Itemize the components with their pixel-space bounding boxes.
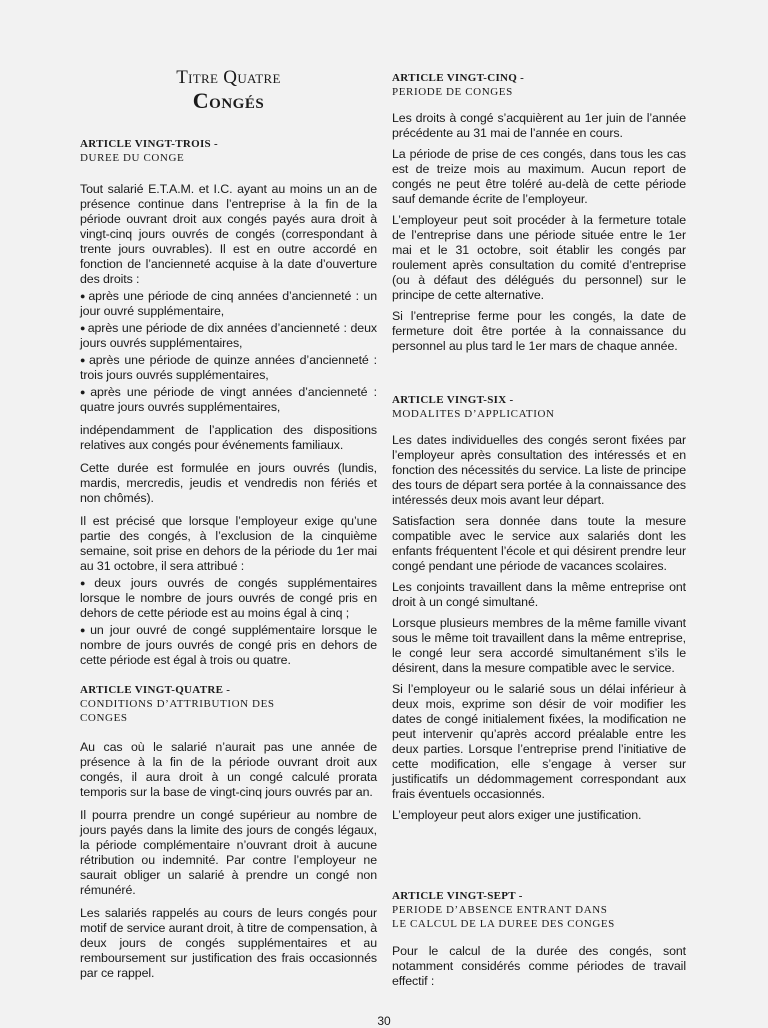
paragraph: indépendamment de l’application des dispositions relatives aux congés pour événements familiaux. xyxy=(80,423,377,452)
paragraph: Satisfaction sera donnée dans toute la mesure compatible avec le service aux salariés dont les enfants fréquentent l’école et qui désirent prendre leur congé pendant une période de vacances scolaires. xyxy=(392,514,686,573)
paragraph: Si l’entreprise ferme pour les congés, la date de fermeture doit être portée à la connaissance du personnel au plus tard le 1er mars de chaque année. xyxy=(392,309,686,353)
paragraph: Les conjoints travaillent dans la même entreprise ont droit à un congé simultané. xyxy=(392,580,686,609)
article-24-subtitle: CONDITIONS D’ATTRIBUTION DES xyxy=(80,698,275,710)
bullet-item: ● après une période de dix années d’ancienneté : deux jours ouvrés supplémentaires, xyxy=(80,321,377,350)
bullet-item: ● après une période de quinze années d’ancienneté : trois jours ouvrés supplémentaires, xyxy=(80,353,377,382)
paragraph: Pour le calcul de la durée des congés, sont notamment considérés comme périodes de travail effectif : xyxy=(392,944,686,988)
paragraph: Tout salarié E.T.A.M. et I.C. ayant au moins un an de présence continue dans l’entreprise à la fin de la période ouvrant droit aux congés payés aura droit à vingt-cinq jours ouvrés de congés (correspondant à trente jours ouvrables). Il est en outre accordé en fonction de l’ancienneté acquise à la date d’ouverture des droits : xyxy=(80,182,377,286)
article-27-heading: ARTICLE VINGT-SEPT - xyxy=(392,890,523,902)
paragraph: Les dates individuelles des congés seront fixées par l’employeur après consultation des intéressés et en fonction des nécessités du service. La liste de principe des tours de départ sera portée à la connaissance des intéressés deux mois avant leur départ. xyxy=(392,433,686,507)
page-number: 30 xyxy=(377,1014,391,1028)
bullet-item: ● deux jours ouvrés de congés supplémentaires lorsque le nombre de jours ouvrés de congé pris en dehors de cette période est au moins égal à cinq ; xyxy=(80,576,377,620)
chapter-subtitle: Congés xyxy=(192,88,265,113)
paragraph: L’employeur peut soit procéder à la fermeture totale de l’entreprise dans une période située entre le 1er mai et le 31 octobre, soit établir les congés par roulement après consultation du comité d’entreprise (ou à défaut des délégués du personnel) sur le principe de cette alternative. xyxy=(392,213,686,302)
article-26-heading: ARTICLE VINGT-SIX - xyxy=(392,394,514,406)
paragraph: L’employeur peut alors exiger une justification. xyxy=(392,808,642,822)
paragraph: Il est précisé que lorsque l’employeur exige qu’une partie des congés, à l’exclusion de la cinquième semaine, soit prise en dehors de la période du 1er mai au 31 octobre, il sera attribué : xyxy=(80,514,377,573)
chapter-title: Titre Quatre xyxy=(176,67,281,88)
article-23-heading: ARTICLE VINGT-TROIS - xyxy=(80,138,218,150)
article-24-body xyxy=(80,740,377,981)
article-25-heading: ARTICLE VINGT-CINQ - xyxy=(392,72,525,84)
paragraph: Cette durée est formulée en jours ouvrés (lundis, mardis, mercredis, jeudis et vendredis non fériés et non chômés). xyxy=(80,461,377,505)
article-27-subtitle: PERIODE D’ABSENCE ENTRANT DANS xyxy=(392,904,608,916)
article-25-body xyxy=(392,111,686,354)
article-27-subtitle: LE CALCUL DE LA DUREE DES CONGES xyxy=(392,918,615,930)
bullet-item: ● un jour ouvré de congé supplémentaire lorsque le nombre de jours ouvrés de congé pris en dehors de cette période est égal à trois ou quatre. xyxy=(80,623,377,667)
article-26-body xyxy=(392,433,686,823)
article-25-subtitle: PERIODE DE CONGES xyxy=(392,86,513,98)
bullet-item: ● après une période de cinq années d’ancienneté : un jour ouvré supplémentaire, xyxy=(80,289,377,318)
article-26-subtitle: MODALITES D’APPLICATION xyxy=(392,408,555,420)
paragraph: Au cas où le salarié n’aurait pas une année de présence à la fin de la période ouvrant droit aux congés, il aura droit à un congé calculé prorata temporis sur la base de vingt-cinq jours ouvrés par an. xyxy=(80,740,377,799)
paragraph: Les droits à congé s’acquièrent au 1er juin de l’année précédente au 31 mai de l’année en cours. xyxy=(392,111,686,140)
article-23-body xyxy=(80,182,377,668)
article-24-subtitle: CONGES xyxy=(80,712,128,724)
bullet-item: ● après une période de vingt années d’ancienneté : quatre jours ouvrés supplémentaires, xyxy=(80,385,377,414)
paragraph: Il pourra prendre un congé supérieur au nombre de jours payés dans la limite des jours de congés légaux, la période complémentaire n’ouvrant droit à aucune rétribution ou indemnité. Par contre l’employeur ne saurait obliger un salarié à prendre un congé non rémunéré. xyxy=(80,808,377,897)
paragraph: Les salariés rappelés au cours de leurs congés pour motif de service aurant droit, à titre de compensation, à deux jours de congés supplémentaires et au remboursement sur justification des frais occasionnés par ce rappel. xyxy=(80,906,377,980)
article-24-heading: ARTICLE VINGT-QUATRE - xyxy=(80,684,231,696)
paragraph: Si l’employeur ou le salarié sous un délai inférieur à deux mois, exprime son désir de voir modifier les dates de congé initialement fixées, la modification ne peut intervenir qu’après accord préalable entre les deux parties. Lorsque l’entreprise prend l’initiative de cette modification, elle s’engage à verser sur justificatifs un dédommagement correspondant aux frais éventuels occasionnés. xyxy=(392,682,686,801)
paragraph: Lorsque plusieurs membres de la même famille vivant sous le même toit travaillent dans la même entreprise, le congé leur sera accordé simultanément s’ils le désirent, dans la mesure compatible avec le service. xyxy=(392,616,686,675)
article-27-body xyxy=(392,944,686,989)
article-23-subtitle: DUREE DU CONGE xyxy=(80,152,185,164)
paragraph: La période de prise de ces congés, dans tous les cas est de treize mois au maximum. Aucun report de congés ne peut être toléré au-delà de cette période sauf demande écrite de l’employeur. xyxy=(392,147,686,206)
